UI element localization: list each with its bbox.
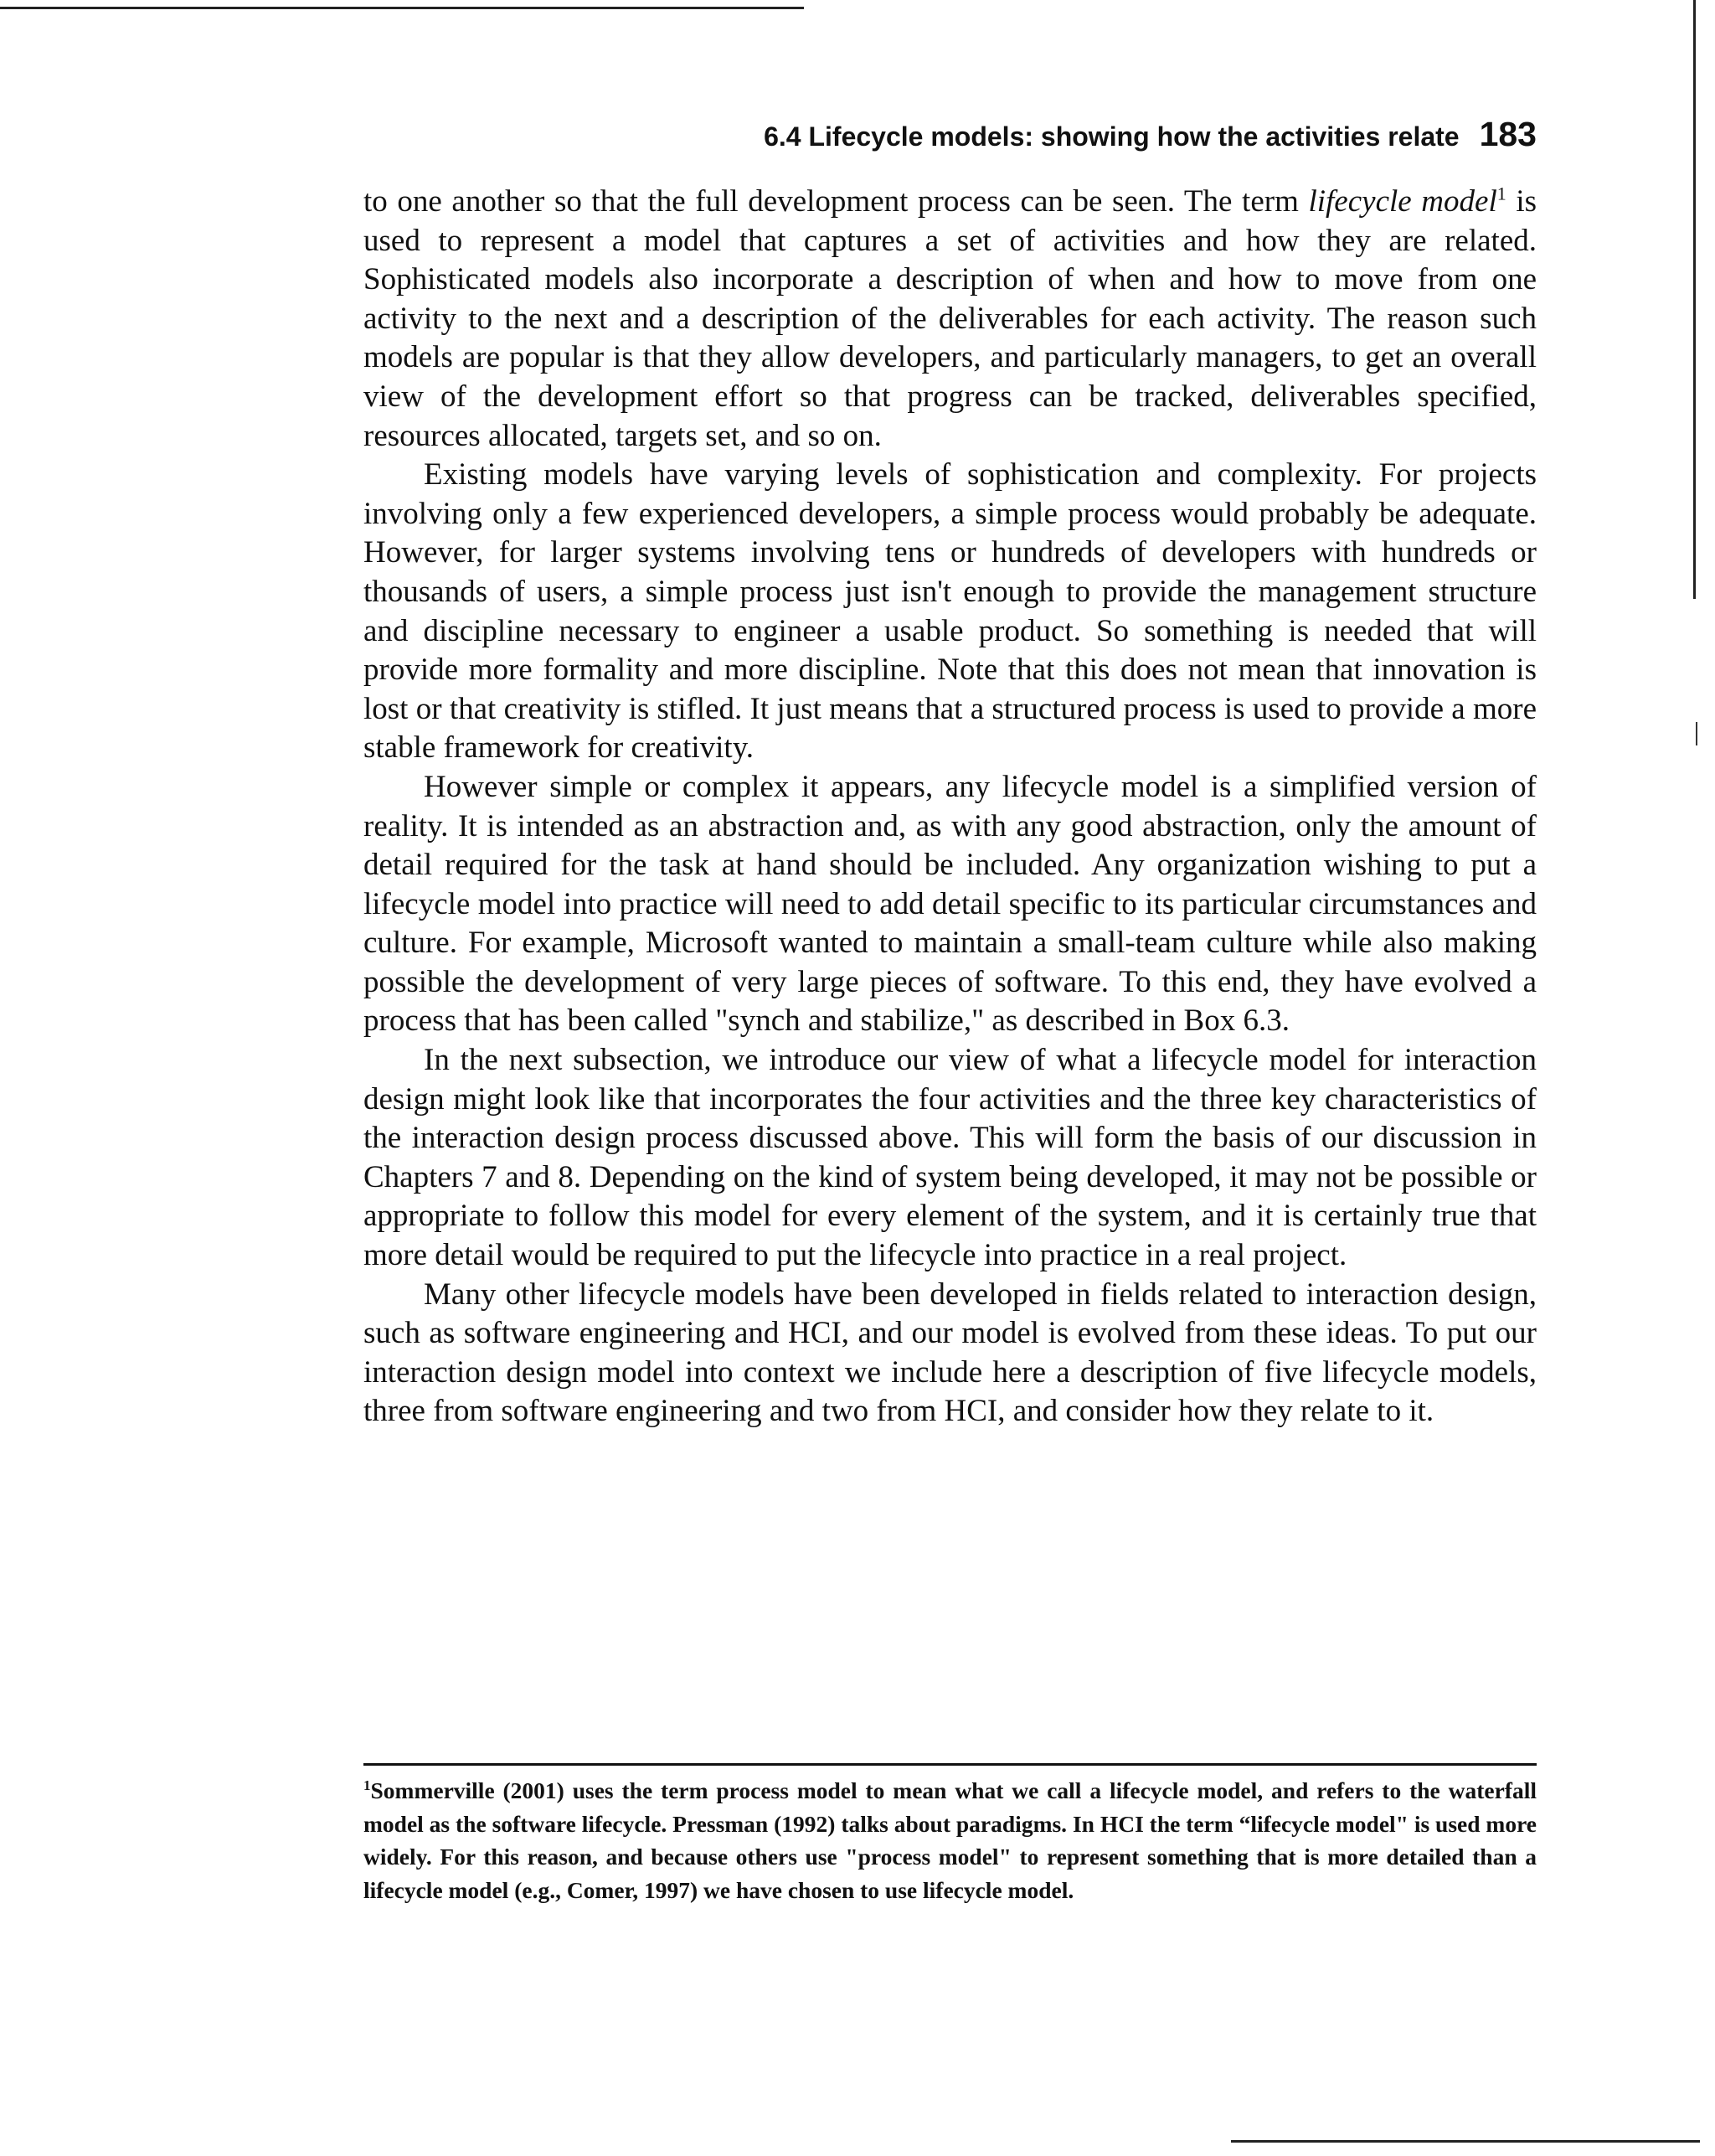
footnote — [363, 1774, 1537, 1906]
scan-mark — [1696, 722, 1697, 745]
scan-border-bottom — [1231, 2140, 1700, 2143]
scan-border-right — [1693, 0, 1696, 599]
running-header — [352, 109, 1537, 159]
paragraph-4: In the next subsection, we introduce our view of what a lifecycle model for interaction design might look like that incorporates the four activities and the three key characteristics of the interaction design process discussed above. This will form the basis of our discussion in Chapters 7 and 8. Depending on the kind of system being developed, it may not be possible or appropriate to follow this model for every element of the system, and it is certainly true that more detail would be required to put the lifecycle into practice in a real project. — [363, 1043, 1537, 1273]
footnote-reference[interactable]: 1 — [1496, 183, 1506, 204]
paragraph-3: However simple or complex it appears, any lifecycle model is a simplified version of reality. It is intended as an abstraction and, as with any good abstraction, only the amount of detail required for the task at hand should be included. Any organization wishing to put a lifecycle model into practice will need to add detail specific to its particular circumstances and culture. For example, Microsoft wanted to maintain a small-team culture while also making possible the development of very large pieces of software. To this end, they have evolved a process that has been called "synch and stabilize," as described in Box 6.3. — [363, 769, 1537, 1039]
main-text — [363, 183, 1537, 1431]
paragraph-2: Existing models have varying levels of sophistication and complexity. For projects involving only a few experienced developers, a simple process would probably be adequate. However, for larger systems involving tens or hundreds of developers with hundreds or thousands of users, a simple process just isn't enough to provide the management structure and discipline necessary to engineer a usable product. So something is needed that will provide more formality and more discipline. Note that this does not mean that innovation is lost or that creativity is stifled. It just means that a structured process is used to provide a more stable framework for creativity. — [363, 457, 1537, 766]
scan-border-top — [0, 7, 804, 9]
footnote-divider — [363, 1763, 1537, 1766]
paragraph-1 — [363, 183, 1537, 456]
paragraph-1-start: to one another so that the full development process can be seen. The term — [363, 184, 1309, 219]
paragraph-5: Many other lifecycle models have been developed in fields related to interaction design, such as software engineering and HCI, and our model is evolved from these ideas. To put our interaction design model into context we include here a description of five lifecycle models, three from software engineering and two from HCI, and consider how they relate to it. — [363, 1277, 1537, 1429]
section-title: 6.4 Lifecycle models: showing how the activities relate — [764, 121, 1460, 152]
paragraph-1-end: is used to represent a model that captures a set of activities and how they are related. Sophisticated models also incorporate a description of when and how to move from one activity to the next and a description of the deliverables for each activity. The reason such models are popular is that they allow developers, and particularly managers, to get an overall view of the development effort so that progress can be tracked, deliverables specified, resources allocated, targets set, and so on. — [363, 184, 1537, 453]
footnote-text: Sommerville (2001) uses the term process model to mean what we call a lifecycle model, and refers to the waterfall model as the software lifecycle. Pressman (1992) talks about paradigms. In HCI the term “lifecycle model" is used more widely. For this reason, and because others use "process model" to represent something that is more detailed than a lifecycle model (e.g., Comer, 1997) we have chosen to use lifecycle model. — [363, 1777, 1537, 1903]
page-number: 183 — [1479, 115, 1537, 153]
footnote-marker: 1 — [363, 1777, 371, 1793]
term-lifecycle-model: lifecycle model — [1308, 184, 1497, 219]
